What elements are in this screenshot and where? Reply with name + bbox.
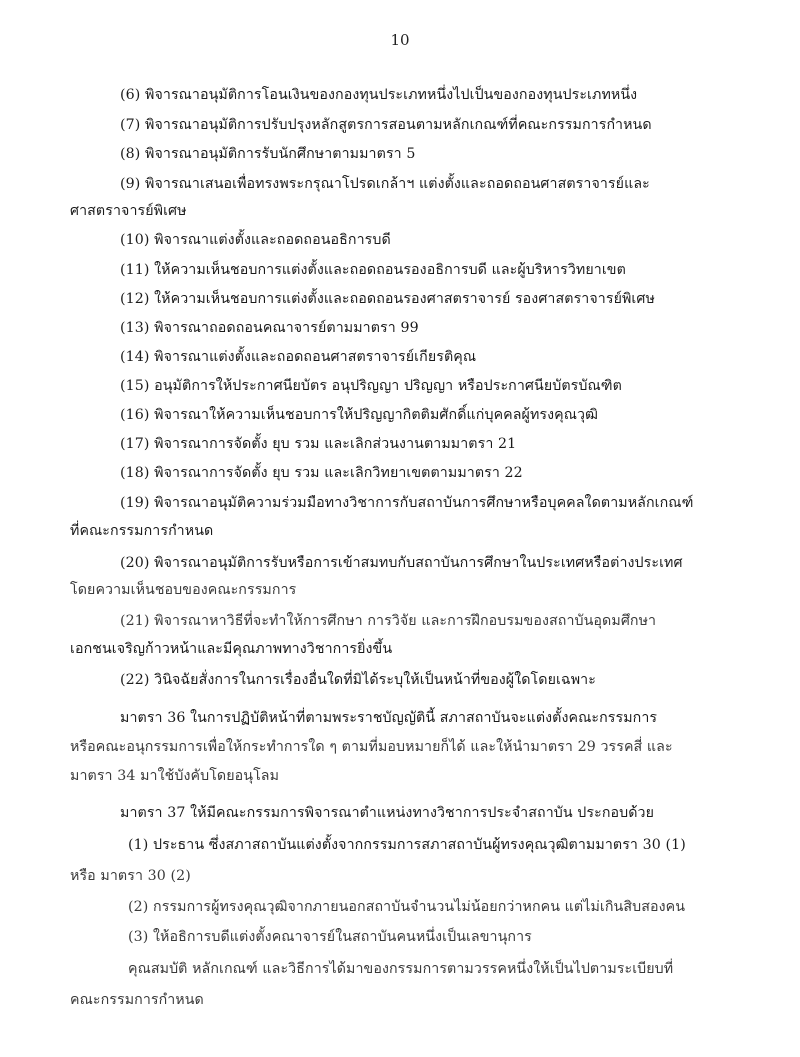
clause-22: (22) วินิจฉัยสั่งการในการเรื่องอื่นใดที่มิได้ระบุให้เป็นหน้าที่ของผู้ใดโดยเฉพาะ: [120, 672, 596, 688]
clause-19-continuation: ที่คณะกรรมการกำหนด: [70, 523, 214, 539]
clause-11: (11) ให้ความเห็นชอบการแต่งตั้งและถอดถอนรองอธิการบดี และผู้บริหารวิทยาเขต: [120, 262, 626, 278]
clause-14: (14) พิจารณาแต่งตั้งและถอดถอนศาสตราจารย์เกียรติคุณ: [120, 349, 477, 365]
clause-20-continuation: โดยความเห็นชอบของคณะกรรมการ: [70, 582, 297, 598]
clause-21: (21) พิจารณาหาวิธีที่จะทำให้การศึกษา การวิจัย และการฝึกอบรมของสถาบันอุดมศึกษา: [120, 613, 657, 629]
clause-18: (18) พิจารณาการจัดตั้ง ยุบ รวม และเลิกวิทยาเขตตามมาตรา 22: [120, 465, 523, 481]
clause-10: (10) พิจารณาแต่งตั้งและถอดถอนอธิการบดี: [120, 232, 391, 248]
section-37: มาตรา 37 ให้มีคณะกรรมการพิจารณาตำแหน่งทางวิชาการประจำสถาบัน ประกอบด้วย: [120, 805, 655, 821]
clause-17: (17) พิจารณาการจัดตั้ง ยุบ รวม และเลิกส่วนงานตามมาตรา 21: [120, 436, 517, 452]
page-number: 10: [390, 31, 410, 49]
section-36: มาตรา 36 ในการปฏิบัติหน้าที่ตามพระราชบัญญัตินี้ สภาสถาบันจะแต่งตั้งคณะกรรมการ: [120, 710, 658, 726]
section-37-item-1: (1) ประธาน ซึ่งสภาสถาบันแต่งตั้งจากกรรมการสภาสถาบันผู้ทรงคุณวุฒิตามมาตรา 30 (1): [128, 837, 686, 853]
clause-9-continuation: ศาสตราจารย์พิเศษ: [70, 203, 187, 219]
clause-21-continuation: เอกชนเจริญก้าวหน้าและมีคุณภาพทางวิชาการยิ่งขึ้น: [70, 641, 393, 657]
clause-16: (16) พิจารณาให้ความเห็นชอบการให้ปริญญากิตติมศักดิ์แก่บุคคลผู้ทรงคุณวุฒิ: [120, 407, 598, 423]
section-36-line-2: หรือคณะอนุกรรมการเพื่อให้กระทำการใด ๆ ตามที่มอบหมายก็ได้ และให้นำมาตรา 29 วรรคสี่ และ: [70, 739, 673, 755]
section-37-qualifications-continuation: คณะกรรมการกำหนด: [70, 992, 204, 1008]
clause-9: (9) พิจารณาเสนอเพื่อทรงพระกรุณาโปรดเกล้าฯ แต่งตั้งและถอดถอนศาสตราจารย์และ: [120, 176, 650, 192]
clause-20: (20) พิจารณาอนุมัติการรับหรือการเข้าสมทบกับสถาบันการศึกษาในประเทศหรือต่างประเทศ: [120, 555, 683, 571]
clause-12: (12) ให้ความเห็นชอบการแต่งตั้งและถอดถอนรองศาสตราจารย์ รองศาสตราจารย์พิเศษ: [120, 291, 655, 307]
section-37-item-3: (3) ให้อธิการบดีแต่งตั้งคณาจารย์ในสถาบันคนหนึ่งเป็นเลขานุการ: [128, 929, 532, 945]
clause-19: (19) พิจารณาอนุมัติความร่วมมือทางวิชาการกับสถาบันการศึกษาหรือบุคคลใดตามหลักเกณฑ์: [120, 495, 694, 511]
clause-15: (15) อนุมัติการให้ประกาศนียบัตร อนุปริญญา ปริญญา หรือประกาศนียบัตรบัณฑิต: [120, 378, 622, 394]
section-37-item-1-continuation: หรือ มาตรา 30 (2): [70, 868, 191, 884]
section-37-qualifications: คุณสมบัติ หลักเกณฑ์ และวิธีการได้มาของกรรมการตามวรรคหนึ่งให้เป็นไปตามระเบียบที่: [128, 961, 674, 977]
clause-6: (6) พิจารณาอนุมัติการโอนเงินของกองทุนประเภทหนึ่งไปเป็นของกองทุนประเภทหนึ่ง: [120, 87, 638, 103]
section-37-item-2: (2) กรรมการผู้ทรงคุณวุฒิจากภายนอกสถาบันจำนวนไม่น้อยกว่าหกคน แต่ไม่เกินสิบสองคน: [128, 899, 686, 915]
clause-7: (7) พิจารณาอนุมัติการปรับปรุงหลักสูตรการสอนตามหลักเกณฑ์ที่คณะกรรมการกำหนด: [120, 117, 652, 133]
section-36-line-3: มาตรา 34 มาใช้บังคับโดยอนุโลม: [70, 768, 280, 784]
clause-8: (8) พิจารณาอนุมัติการรับนักศึกษาตามมาตรา 5: [120, 146, 416, 162]
clause-13: (13) พิจารณาถอดถอนคณาจารย์ตามมาตรา 99: [120, 320, 419, 336]
